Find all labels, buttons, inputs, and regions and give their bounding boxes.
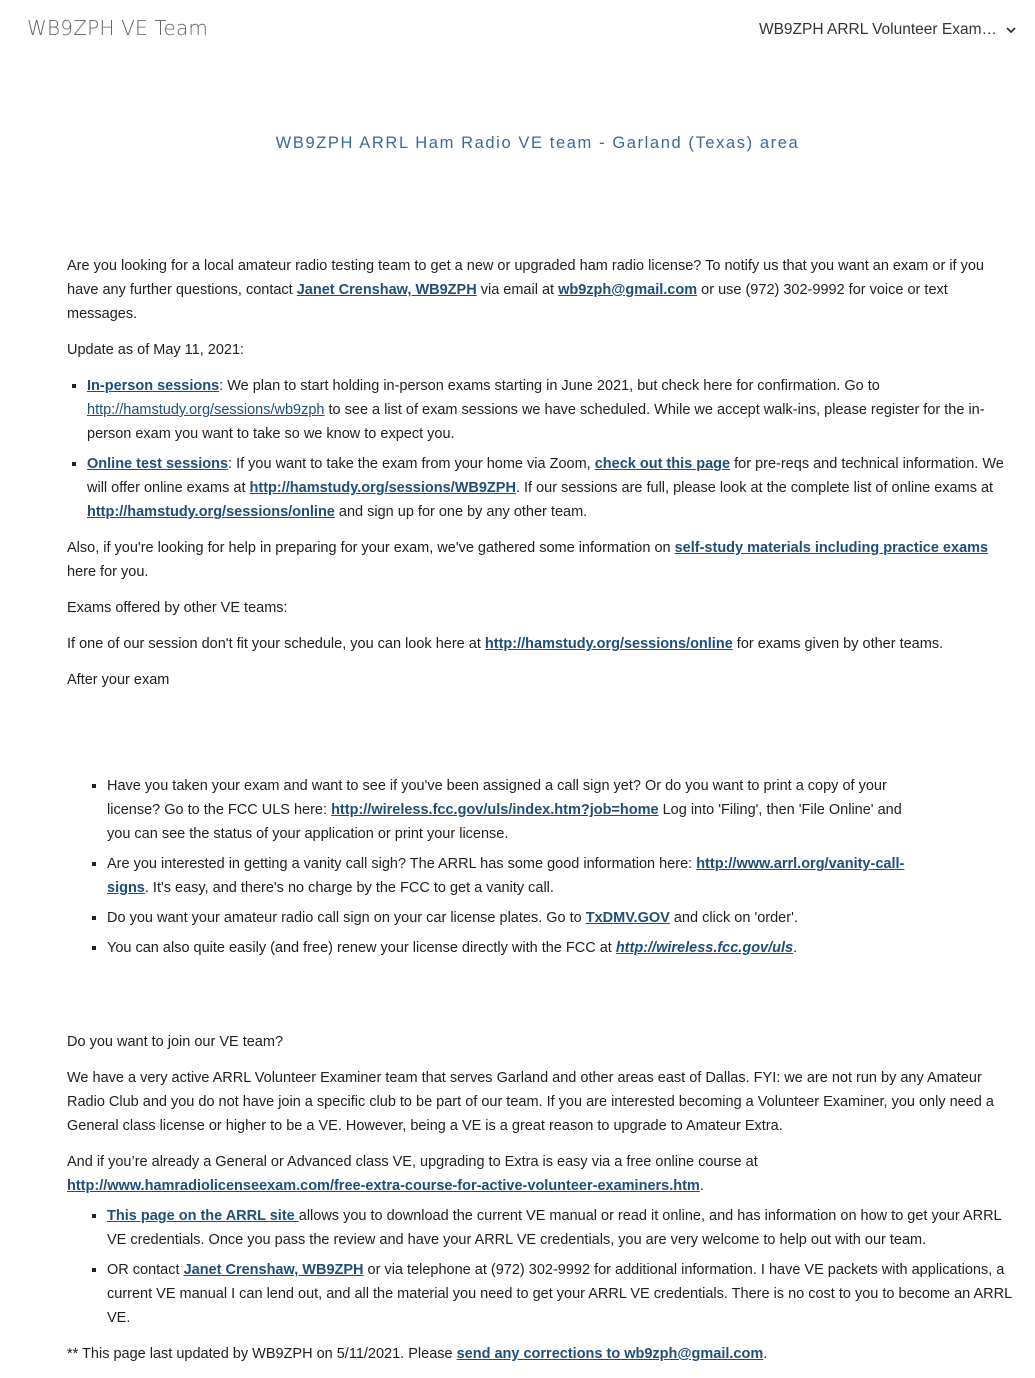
page-title: WB9ZPH ARRL Ham Radio VE team - Garland (Texas) area <box>275 134 800 152</box>
hamstudy-wb9zph-link[interactable]: http://hamstudy.org/sessions/wb9zph <box>87 402 325 418</box>
list-item: ▪ Have you taken your exam and want to see if you've been assigned a call sign yet? Or do you want to print a copy of your license? Go to the FCC ULS here: http://wireless.fcc.gov/uls/index.htm?job=home Log into 'Filing', then 'File Online' and you can see the status of your application or print your license. <box>107 774 919 846</box>
main-content <box>67 254 1013 1378</box>
arrl-page-link[interactable]: This page on the ARRL site <box>107 1208 299 1224</box>
join-heading: Do you want to join our VE team? <box>67 1034 284 1050</box>
update-list <box>67 374 1013 524</box>
site-title[interactable]: WB9ZPH VE Team <box>27 16 209 40</box>
after-exam-list <box>67 774 919 960</box>
fcc-uls-renew-link[interactable]: http://wireless.fcc.gov/uls <box>615 940 794 956</box>
spacer <box>67 972 1013 1030</box>
other-teams-heading: Exams offered by other VE teams: <box>67 600 288 616</box>
list-item: ▪ In-person sessions: We plan to start holding in-person exams starting in June 2021, but check here for confirmation. Go to http://hamstudy.org/sessions/wb9zph to see a list of exam sessions we have scheduled. While we accept walk-ins, please register for the in-person exam you want to take so we know to expect you. <box>87 374 1013 446</box>
nav-menu[interactable] <box>759 18 1017 42</box>
hamstudy-wb9zph-online-link[interactable]: http://hamstudy.org/sessions/WB9ZPH <box>249 480 516 496</box>
upgrade-paragraph: And if you’re already a General or Advanced class VE, upgrading to Extra is easy via a free online course at http://www.hamradiolicenseexam.com/free-extra-course-for-active-volunteer-examiners.htm. <box>67 1154 758 1194</box>
list-item: ▪ Do you want your amateur radio call sign on your car license plates. Go to TxDMV.GOV and click on 'order'. <box>107 906 919 930</box>
other-teams-paragraph: If one of our session don't fit your schedule, you can look here at http://hamstudy.org/sessions/online for exams given by other teams. <box>67 636 944 652</box>
online-sessions-link[interactable]: Online test sessions <box>87 456 229 472</box>
contact-link[interactable]: Janet Crenshaw, WB9ZPH <box>183 1262 364 1278</box>
nav-menu-label[interactable]: WB9ZPH ARRL Volunteer Exam… <box>758 21 997 38</box>
join-list <box>67 1204 1013 1330</box>
join-paragraph: We have a very active ARRL Volunteer Examiner team that serves Garland and other areas east of Dallas. FYI: we are not run by any Amateur Radio Club and you do not have join a specific club to be part of our team. If you are interested becoming a Volunteer Examiner, you only need a General class license or higher to be a VE. However, being a VE is a great reason to upgrade to Amateur Extra. <box>67 1070 994 1134</box>
selfstudy-paragraph: Also, if you're looking for help in preparing for your exam, we've gathered some information on self-study materials including practice exams here for you. <box>67 540 989 580</box>
contact-link[interactable]: Janet Crenshaw, WB9ZPH <box>296 282 477 298</box>
check-out-page-link[interactable]: check out this page <box>594 456 731 472</box>
intro-paragraph: Are you looking for a local amateur radio testing team to get a new or upgraded ham radio license? To notify us that you want an exam or if you have any further questions, contact Janet Crenshaw, WB9ZPH via email at wb9zph@gmail.com or use (972) 302-9992 for voice or text messages. <box>67 258 984 322</box>
list-item: ▪ OR contact Janet Crenshaw, WB9ZPH or via telephone at (972) 302-9992 for additional information. I have VE packets with applications, a current VE manual I can lend out, and all the material you need to get your ARRL VE credentials. There is no cost to you to become an ARRL VE. <box>107 1258 1013 1330</box>
corrections-link[interactable]: send any corrections to wb9zph@gmail.com <box>456 1346 764 1362</box>
update-line: Update as of May 11, 2021: <box>67 342 245 358</box>
after-exam-heading: After your exam <box>67 672 170 688</box>
other-teams-link[interactable]: http://hamstudy.org/sessions/online <box>484 636 733 652</box>
list-item: ▪ You can also quite easily (and free) renew your license directly with the FCC at http://wireless.fcc.gov/uls. <box>107 936 919 960</box>
arrl-vanity-link[interactable]: http://www.arrl.org/vanity-call-signs <box>107 856 905 896</box>
txdmv-link[interactable]: TxDMV.GOV <box>585 910 670 926</box>
footer-note: ** This page last updated by WB9ZPH on 5/11/2021. Please send any corrections to wb9zph@gmail.com. <box>67 1346 768 1362</box>
selfstudy-link[interactable]: self-study materials including practice exams <box>674 540 989 556</box>
spacer <box>67 704 1013 774</box>
email-link[interactable]: wb9zph@gmail.com <box>558 282 698 298</box>
hamstudy-online-link[interactable]: http://hamstudy.org/sessions/online <box>87 504 335 520</box>
chevron-down-icon[interactable] <box>1005 24 1017 36</box>
list-item: ▪ Are you interested in getting a vanity call sigh? The ARRL has some good information here: http://www.arrl.org/vanity-call-signs. It's easy, and there's no charge by the FCC to get a vanity call. <box>107 852 919 900</box>
inperson-sessions-link[interactable]: In-person sessions <box>87 378 220 394</box>
extra-course-link[interactable]: http://www.hamradiolicenseexam.com/free-extra-course-for-active-volunteer-examiners.htm <box>67 1178 700 1194</box>
list-item: ▪ Online test sessions: If you want to take the exam from your home via Zoom, check out this page for pre-reqs and technical information. We will offer online exams at http://hamstudy.org/sessions/WB9ZPH. If our sessions are full, please look at the complete list of online exams at http://hamstudy.org/sessions/online and sign up for one by any other team. <box>87 452 1013 524</box>
list-item: ▪ This page on the ARRL site allows you to download the current VE manual or read it online, and has information on how to get your ARRL VE credentials. Once you pass the review and have your ARRL VE credentials, you are very welcome to help out with our team. <box>107 1204 1013 1252</box>
fcc-uls-link[interactable]: http://wireless.fcc.gov/uls/index.htm?job=home <box>331 802 659 818</box>
